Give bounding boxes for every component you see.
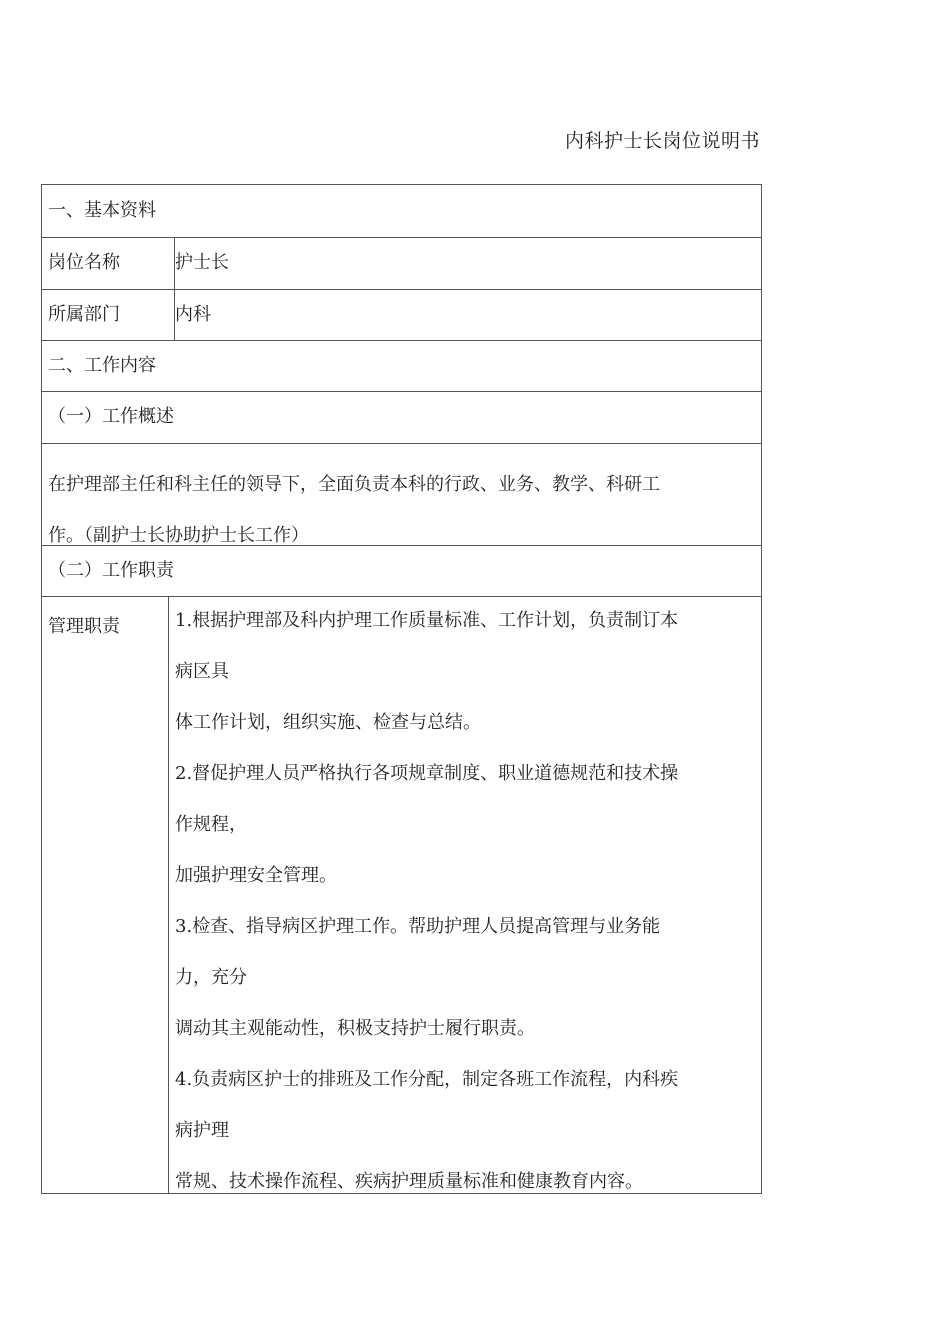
overview-line: 在护理部主任和科主任的领导下，全面负责本科的行政、业务、教学、科研工 <box>48 474 660 495</box>
duty-line: 力，充分 <box>175 967 247 988</box>
management-duties-list <box>175 612 751 1194</box>
duty-line: 加强护理安全管理。 <box>175 865 337 886</box>
position-name-row <box>42 237 761 290</box>
overview-heading: （一）工作概述 <box>48 406 174 427</box>
duty-line: 调动其主观能动性，积极支持护士履行职责。 <box>175 1018 535 1039</box>
duties-heading: （二）工作职责 <box>48 559 174 581</box>
section-work-content-row <box>42 340 761 392</box>
department-value: 内科 <box>175 303 211 325</box>
section-basic-info-row <box>42 185 761 238</box>
duty-line: 2.督促护理人员严格执行各项规章制度、职业道德规范和技术操 <box>175 763 679 784</box>
job-description-table <box>41 184 762 1194</box>
duty-line: 3.检查、指导病区护理工作。帮助护理人员提高管理与业务能 <box>175 916 661 937</box>
overview-heading-row <box>42 391 761 444</box>
document-title: 内科护士长岗位说明书 <box>564 130 760 152</box>
management-duties-label: 管理职责 <box>48 616 120 637</box>
department-label: 所属部门 <box>42 289 175 340</box>
duty-line: 病区具 <box>175 661 229 682</box>
position-name-label: 岗位名称 <box>42 237 175 289</box>
duty-line: 常规、技术操作流程、疾病护理质量标准和健康教育内容。 <box>175 1171 643 1192</box>
duty-line: 1.根据护理部及科内护理工作质量标准、工作计划，负责制订本 <box>175 610 679 631</box>
position-name-value: 护士长 <box>175 252 229 273</box>
section-work-content-heading: 二、工作内容 <box>48 354 156 376</box>
duty-line: 4.负责病区护士的排班及工作分配，制定各班工作流程，内科疾 <box>175 1069 679 1090</box>
duties-heading-row <box>42 545 761 597</box>
duty-line: 体工作计划，组织实施、检查与总结。 <box>175 712 481 733</box>
management-duties-label-cell <box>42 596 169 1193</box>
department-row <box>42 289 761 341</box>
overview-text-row <box>42 443 761 546</box>
overview-line: 作。（副护士长协助护士长工作） <box>48 525 309 546</box>
duty-line: 作规程， <box>175 814 247 835</box>
duty-line: 病护理 <box>175 1120 229 1141</box>
section-basic-info-heading: 一、基本资料 <box>48 200 156 221</box>
